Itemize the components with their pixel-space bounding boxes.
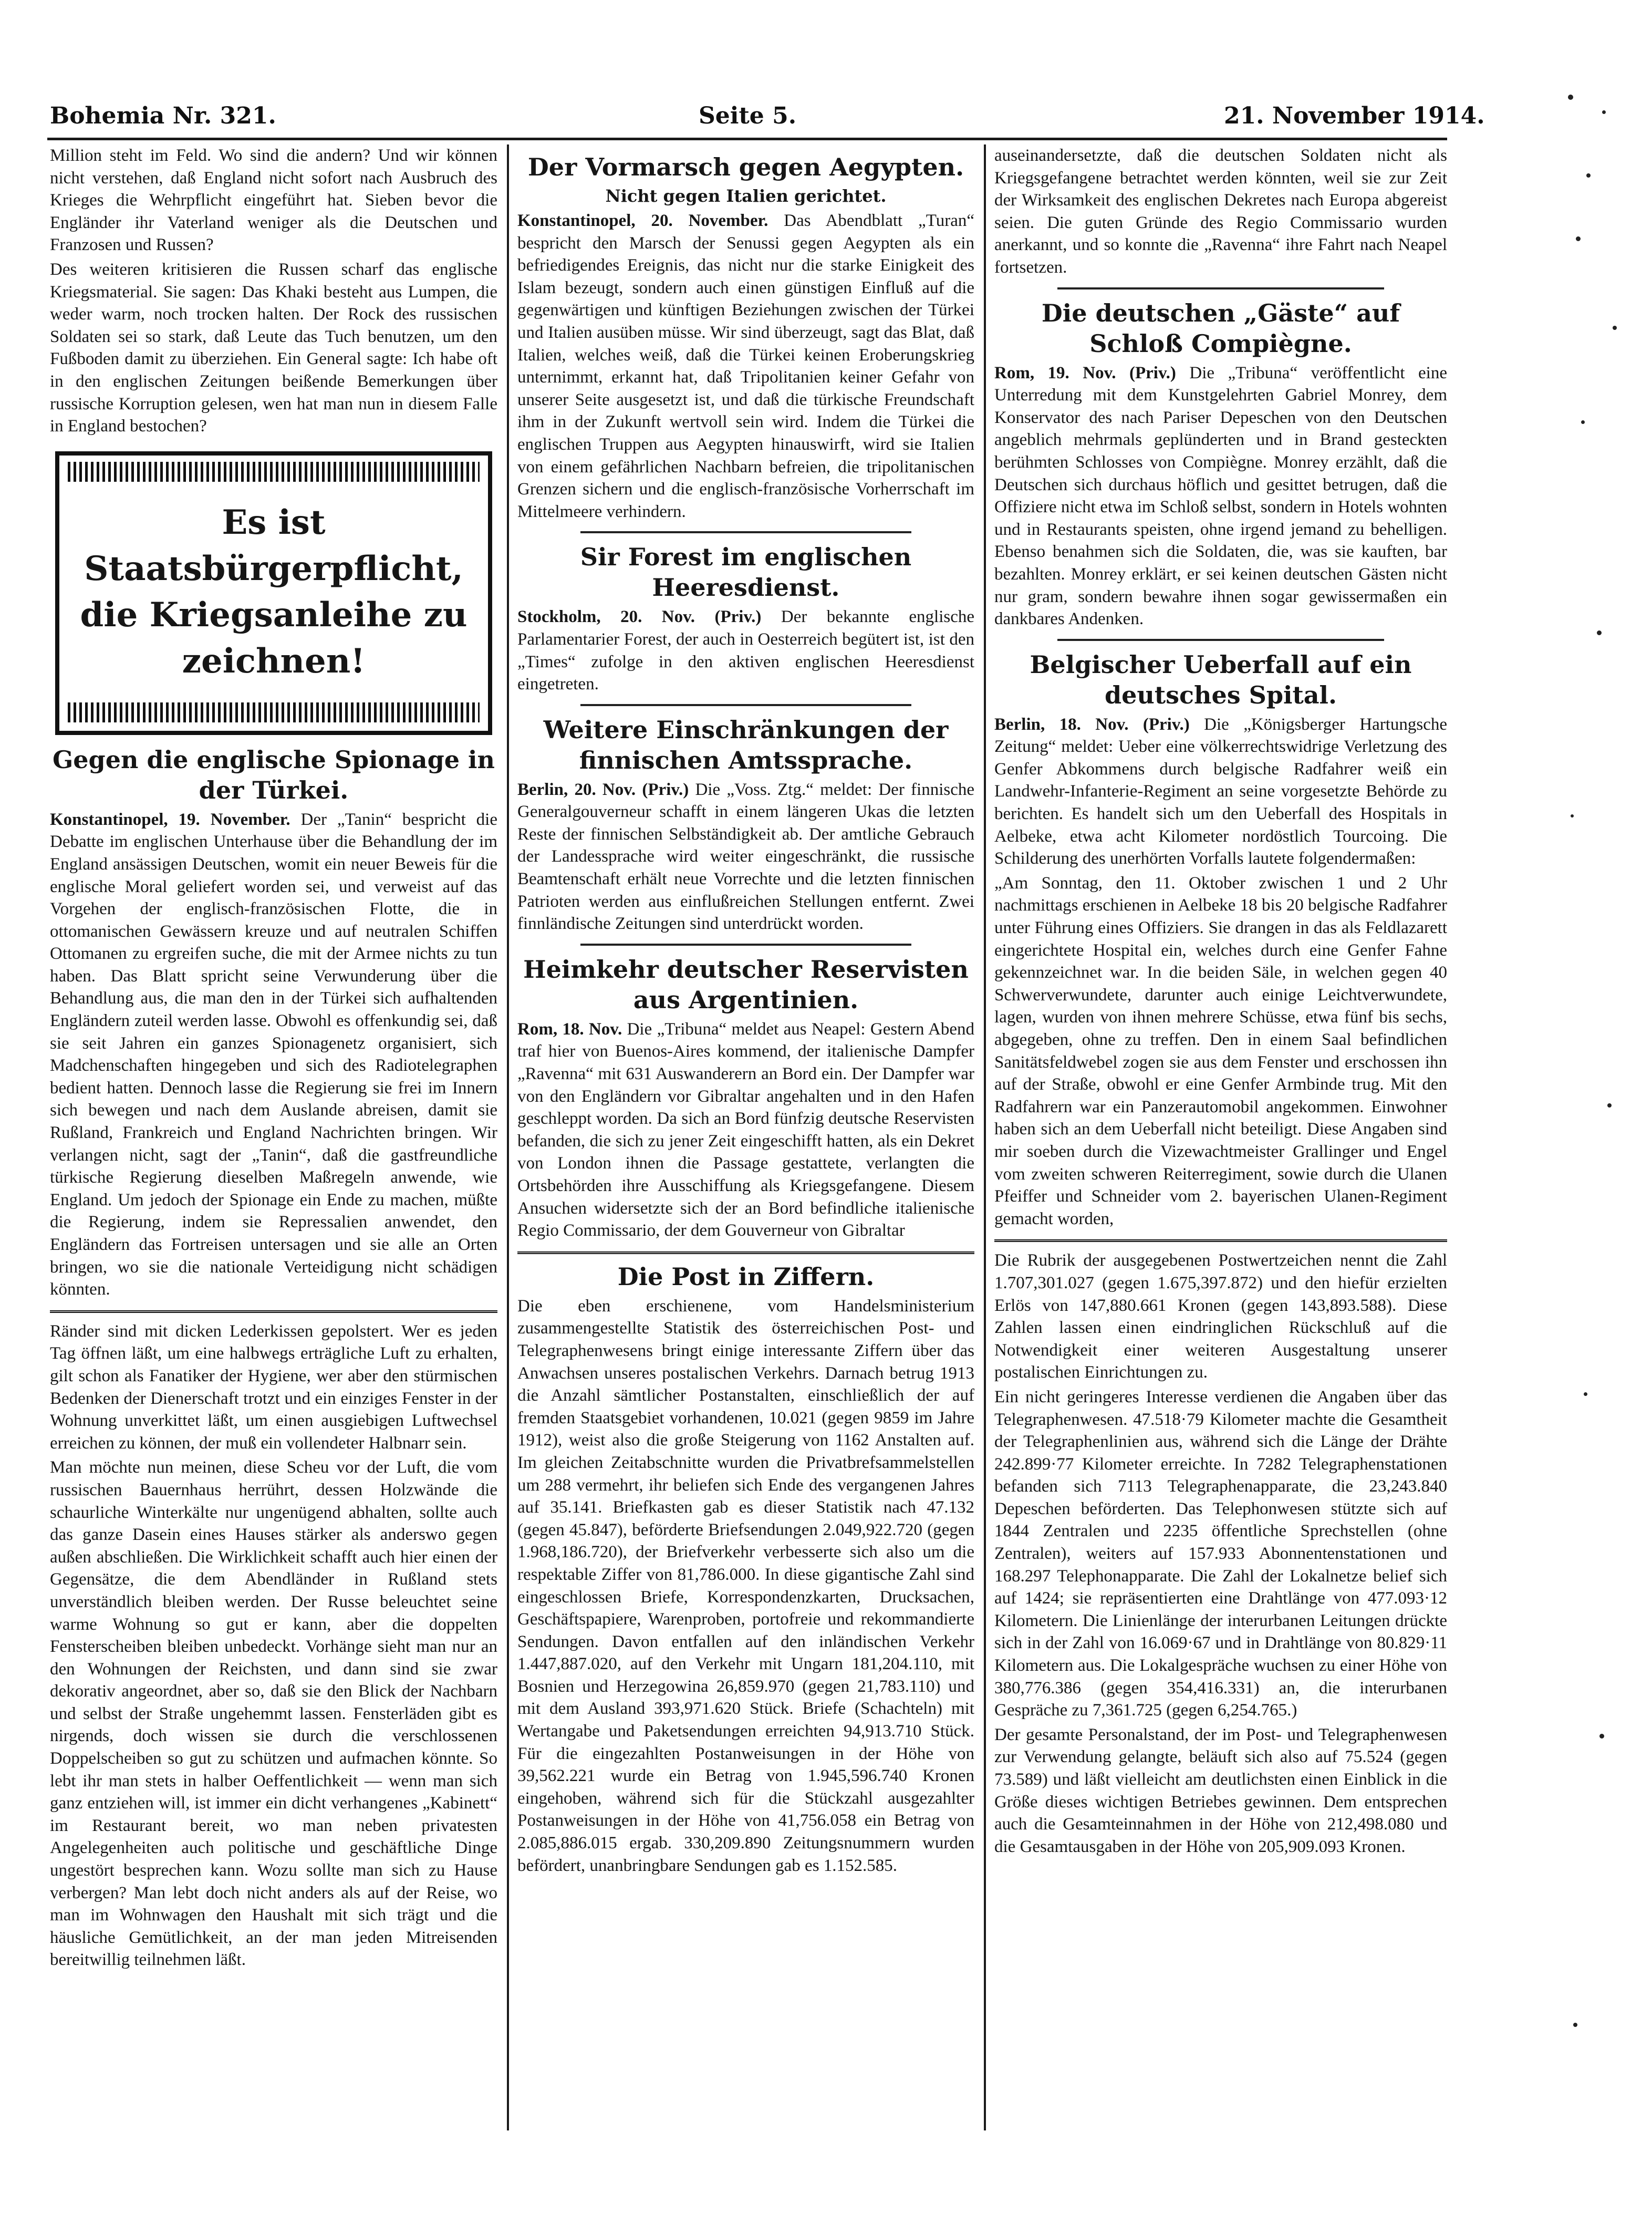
article-body: Die „Tribuna“ meldet aus Neapel: Gestern Abend traf hier von Buenos-Aires kommend, der italienische Dampfer „Ravenna“ mit 631 Auswanderern an Bord ein. Der Dampfer war von den Engländern vor Gibraltar angehalten und in den Hafen geschleppt worden. Da sich an Bord fünfzig deutsche Reservisten befanden, die sich zu jener Zeit eingeschifft hatten, als ein Dekret von London ihnen die Passage gestattete, verlangten die Ortsbehörden ihre Ausschiffung als Kriegsgefangene. Diesem Ansuchen widersetzte sich der an Bord befindliche italienische Regio Commissario, der dem Gouverneur von Gibraltar <box>517 1019 974 1240</box>
feuilleton-paragraph: Ränder sind mit dicken Lederkissen gepolstert. Wer es jeden Tag öffnen läßt, um eine halbwegs erträgliche Luft zu erhalten, gilt schon als Fanatiker der Hygiene, wer aber den stürmischen Bedenken der Dienerschaft trotzt und ein einziges Fenster in der Wohnung unverkittet läßt, um einen ausgiebigen Luftwechsel erreichen zu können, der muß ein vollendeter Halbnarr sein. <box>50 1321 497 1453</box>
headline-finnish: Weitere Einschränkungen der finnischen Amtssprache. <box>543 715 949 774</box>
column-2 <box>517 144 974 2141</box>
hatch-band-bottom <box>68 702 480 722</box>
dateline: Berlin, 20. Nov. (Priv.) <box>517 780 689 799</box>
article-heimkehr <box>517 1018 974 1242</box>
article-body: Das Abendblatt „Turan“ bespricht den Marsch der Senussi gegen Aegypten als ein befriedigendes Ereignis, das nicht nur die starke Einigkeit des Islam bezeugt, sondern auch einen günstigen Einfluß auf die gegenwärtigen und künftigen Beziehungen zwischen der Türkei und Italien ausüben müsse. Wir sind überzeugt, sagt das Blat, daß Italien, welches weiß, daß die Türkei keinen Eroberungskrieg unternimmt, erkannt hat, daß Tripolitanien keiner Gefahr von unserer Seite ausgesetzt ist, und daß die türkische Freundschaft ihm in der Zukunft wertvoll sein wird. Indem die Türkei die englischen Truppen aus Aegypten hinauswirft, wird sie Italien von einem gefährlichen Nachbarn befreien, die tripolitanischen Grenzen sichern und die englisch-französische Vorherrschaft im Mittelmeere verhindern. <box>517 211 974 521</box>
post-continuation: Ein nicht geringeres Interesse verdienen die Angaben über das Telegraphenwesen. 47.518·79 Kilometer machte die Gesamtheit der Telegraphenlinien aus, während sich die Länge der Drähte 242.899·77 Kilometer erreichte. In 7282 Telegraphenstationen befanden sich 7113 Telegraphenapparate, die 23,243.840 Depeschen beförderten. Das Telephonwesen stützte sich auf 1844 Zentralen und 2235 öffentliche Sprechstellen (ohne Zentralen), weiters auf 157.933 Abonnentenstationen und 168.297 Telephonapparate. Die Zahl der Lokalnetze belief sich auf 1424; sie repräsentierten eine Drahtlänge von 477.093·12 Kilometern. Die Linienlänge der interurbanen Leitungen drückte sich in der Zahl von 16.069·67 und in Drahtlänge von 80.829·11 Kilometern aus. Die Lokalgespräche wuchsen zu einer Höhe von 380,776.386 (gegen 354,416.331) an, die interurbanen Gespräche zu 7,361.725 (gegen 6,254.765.) <box>994 1387 1447 1720</box>
article-paragraph: Million steht im Feld. Wo sind die andern? Und wir können nicht verstehen, daß England nicht sofort nach Ausbruch des Krieges die Wehrpflicht eingeführt hat. Sieben bevor die Engländer ihr Vaterland weniger als die Deutschen und Franzosen und Russen? <box>50 146 497 255</box>
header-center: Seite 5. <box>699 102 797 129</box>
scan-speck <box>1571 814 1574 818</box>
headline-heimkehr: Heimkehr deutscher Reservisten aus Argentinien. <box>523 955 969 1014</box>
headline-belgischer-ueberfall: Belgischer Ueberfall auf ein deutsches Spital. <box>1030 650 1412 709</box>
section-rule <box>517 1251 974 1254</box>
section-rule <box>50 1310 497 1313</box>
header-left: Bohemia Nr. 321. <box>50 102 276 129</box>
article-body: Die „Voss. Ztg.“ meldet: Der finnische Generalgouverneur schafft in einem längeren Ukas die letzten Reste der finnischen Selbständigkeit ab. Der amtliche Gebrauch der Landessprache wird weiter eingeschränkt, die russische Beamtenschaft erhält neue Vorrechte und die letzten finnischen Patrioten werden aus einflußreichen Stellungen entfernt. Zwei finnländische Zeitungen sind unterdrückt worden. <box>517 780 974 934</box>
dateline: Berlin, 18. Nov. (Priv.) <box>994 715 1190 734</box>
scan-speck <box>1584 1392 1587 1396</box>
header-right: 21. November 1914. <box>1224 102 1485 129</box>
dateline: Konstantinopel, 20. November. <box>517 211 768 230</box>
feuilleton-paragraph: Man möchte nun meinen, diese Scheu vor der Luft, die vom russischen Bauernhaus herrührt, dessen Holzwände die schaurliche Winterkälte nur ungenügend abhalten, sollte auch das ganze Dasein eines Hauses stärker als anderswo gegen außen abschließen. Die Wirklichkeit schafft auch hier einen der Gegensätze, die dem Abendländer in Rußland stets unverständlich bleiben werden. Der Russe beleuchtet seine warme Wohnung so gut er kann, aber die doppelten Fensterscheiben bleiben unbedeckt. Vorhänge sieht man nur an den Wohnungen der Reichsten, und dann sind sie zwar dekorativ angeordnet, aber so, daß sie den Blick der Nachbarn und selbst der Straße ungehemmt lassen. Fensterläden gibt es nirgends, doch wissen sie durch die verschlossenen Doppelscheiben so gut zu schützen und aufmachen könnte. So lebt ihr man stets in halber Oeffentlichkeit — wenn man sich ganz entziehen will, ist immer ein dicht verhangenes „Kabinett“ im Restaurant bereit, wo man neben privatesten Angelegenheiten auch politische und geschäftliche Dinge ungestört besprechen kann. Wozu sollte man sich zu Hause verbergen? Man lebt doch nicht anders als auf der Reise, wo man im Wohnwagen den Haushalt mit sich trägt und die häusliche Gemütlichkeit, an der man jeden Mitreisenden bereitwillig teilnehmen läßt. <box>50 1458 497 1970</box>
war-bond-notice-box <box>55 451 492 735</box>
article-belgischer-ueberfall <box>994 713 1447 870</box>
scan-speck <box>1607 1103 1612 1108</box>
hatch-band-top <box>68 462 480 482</box>
article-paragraph: auseinandersetzte, daß die deutschen Soldaten nicht als Kriegsgefangene betrachtet werden könnten, weil sie zur Zeit der Wirksamkeit des englischen Dekretes nach Europa abgereist seien. Die guten Gründe des Regio Commissario wurden anerkannt, und so konnte die „Ravenna“ ihre Fahrt nach Neapel fortsetzen. <box>994 146 1447 277</box>
article-rule <box>1057 639 1384 641</box>
headline-aegypten: Der Vormarsch gegen Aegypten. <box>527 153 964 181</box>
column-1 <box>50 144 497 2141</box>
article-paragraph: Des weiteren kritisieren die Russen scharf das englische Kriegsmaterial. Sie sagen: Das Khaki besteht aus Lumpen, die weder warm, noch trocken halten. Der Rock des russischen Soldaten sei so stark, daß Leute das Tuch benutzen, um den Fußboden damit zu überziehen. Ein General sagte: Ich habe oft in den englischen Zeitungen beißende Bemerkungen über russische Korruption gelesen, wen hat man nun in diesem Falle in England bestochen? <box>50 260 497 436</box>
header-rule <box>47 138 1447 140</box>
article-gaeste <box>994 362 1447 630</box>
article-body: Die „Königsberger Hartungsche Zeitung“ meldet: Ueber eine völkerrechtswidrige Verletzung des Genfer Abkommens durch belgische Radfahrer weiß ein Landwehr-Infanterie-Regiment an seine vorgesetzte Behörde zu berichten. Es handelt sich um den Ueberfall des Hospitals in Aelbeke, etwa acht Kilometer nordöstlich Tourcoing. Die Schilderung des unerhörten Vorfalls lautete folgendermaßen: <box>994 715 1447 868</box>
article-body: Der bekannte englische Parlamentarier Forest, der auch in Oesterreich begütert ist, ist den „Times“ zufolge in den aktiven englischen Heeresdienst eingetreten. <box>517 607 974 694</box>
section-rule <box>994 1239 1447 1242</box>
scan-speck <box>1581 420 1585 424</box>
post-continuation: Der gesamte Personalstand, der im Post- und Telegraphenwesen zur Verwendung gelangte, beläuft sich also auf 75.524 (gegen 73.589) und läßt vielleicht am deutlichsten einen Einblick in die Größe dieses wichtigen Betriebes gewinnen. Dem entsprechen auch die Gesamteinnahmen in der Höhe von 212,498.080 und die Gesamtausgaben in der Höhe von 205,909.093 Kronen. <box>994 1725 1447 1856</box>
article-rule <box>580 704 911 706</box>
scan-speck <box>1613 326 1617 330</box>
dateline: Rom, 19. Nov. (Priv.) <box>994 363 1176 382</box>
subheadline-aegypten: Nicht gegen Italien gerichtet. <box>605 186 887 206</box>
scan-speck <box>1573 2023 1577 2027</box>
article-post: Die eben erschienene, vom Handelsministerium zusammengestellte Statistik des österreichischen Post- und Telegraphenwesens bringt einige interessante Ziffern über das Anwachsen unseres postalischen Verkehrs. Darnach betrug 1913 die Anzahl sämtlicher Postanstalten, einschließlich der auf fremden Staatsgebiet vorhandenen, 10.021 (gegen 9859 im Jahre 1912), weist also die große Steigerung von 1162 Anstalten auf. Im gleichen Zeitabschnitte wurden die Privatbrefsammelstellen um 288 vermehrt, ihr beliefen sich Ende des vergangenen Jahres auf 35.141. Briefkasten gab es dieser Statistik nach 47.132 (gegen 45.847), beförderte Briefsendungen 2.049,922.720 (gegen 1.968,186.720), der Briefverkehr verbesserte sich also um die respektable Ziffer von 81,786.000. In diese gigantische Zahl sind eingeschlossen Briefe, Korrespondenzkarten, Drucksachen, Geschäftspapiere, Warenproben, portofreie und rekommandierte Sendungen. Davon entfallen auf den inländischen Verkehr 1.447,887.020, auf den Verkehr mit Ungarn 181,204.110, mit Bosnien und Herzegowina 26,859.970 (gegen 21,783.110) und mit dem Ausland 393,971.620 Stück. Briefe (Schachteln) mit Wertangabe und Paketsendungen erreichten 94,913.710 Stück. Für die eingezahlten Postanweisungen in der Höhe von 39,562.221 wurde ein Betrag von 1.945,596.740 Kronen eingehoben, während sich für die Stückzahl ausgezahlter Postanweisungen in der Höhe von 41,756.058 ein Betrag von 2.085,886.015 ergab. 330,209.890 Zeitungsnummern wurden befördert, unanbringbare Sendungen gab es 1.152.585. <box>517 1296 974 1875</box>
article-body: Die „Tribuna“ veröffentlicht eine Unterredung mit dem Kunstgelehrten Gabriel Monrey, dem Konservator des nach Pariser Depeschen von den Deutschen angeblich mehrmals geplünderten und in Brand gesteckten berühmten Schlosses von Compiègne. Monrey erzählt, daß die Deutschen sich durchaus höflich und gesittet betrugen, daß die Offiziere nicht etwa im Schloß selbst, sondern in Hotels wohnten und in Restaurants speisten, ohne irgend jemand zu behelligen. Ebenso benahmen sich die Soldaten, die, was sie kauften, bar bezahlten. Monrey erklärt, er sei keinen deutschen Gästen nicht nur gram, sondern bewahre ihnen sogar gewissermaßen ein dankbares Andenken. <box>994 363 1447 629</box>
headline-post: Die Post in Ziffern. <box>617 1262 875 1291</box>
column-separator-1 <box>507 144 509 2130</box>
article-body: Der „Tanin“ bespricht die Debatte im englischen Unterhause über die Behandlung der im England ansässigen Deutschen, womit ein neuer Beweis für die englische Moral geliefert worden sei, und verweist auf das Vorgehen der englisch-französischen Flotte, die in ottomanischen Gewässern kreuze und auf neutralen Schiffen Ottomanen zu ergreifen suche, die mit der Armee nichts zu tun haben. Das Blatt spricht seine Verwunderung über die Behandlung aus, die man den in der Türkei sich aufhaltenden Engländern zuteil werden lasse. Obwohl es offenkundig sei, daß sie seit Jahren ein ganzes Spionagenetz organisiert, sich Madchenschaften hingegeben und sich des Radiotelegraphen bedient hatten. Dennoch lasse die Regierung sie frei im Innern sich bewegen und nach dem Auslande abreisen, damit sie Rußland, Frankreich und England Nachrichten bringen. Wir verlangen nicht, sagt der „Tanin“, daß die gastfreundliche türkische Regierung dieselben Maßregeln anwende, wie England. Um jedoch der Spionage ein Ende zu machen, müßte die Regierung, indem sie Repressalien anwendet, den Engländern das Fortreisen untersagen und sie alle an Orten bringen, wo sie die nationale Verteidigung nicht schädigen könnten. <box>50 810 497 1299</box>
article-finnish <box>517 779 974 935</box>
article-forest <box>517 606 974 695</box>
war-bond-notice-text: Es ist Staatsbürgerpflicht, die Kriegsanleihe zu zeichnen! <box>80 502 467 681</box>
dateline: Stockholm, 20. Nov. (Priv.) <box>517 607 762 627</box>
article-rule <box>580 531 911 533</box>
article-aegypten <box>517 210 974 523</box>
column-3 <box>994 144 1447 2141</box>
scan-speck <box>1602 110 1606 114</box>
article-spionage <box>50 809 497 1301</box>
post-continuation: Die Rubrik der ausgegebenen Postwertzeichen nennt die Zahl 1.707,301.027 (gegen 1.675,397.872) und den hiefür erzielten Erlös von 147,880.661 Kronen (gegen 143,893.588). Diese Zahlen lassen einen eindringlichen Rückschluß auf die Notwendigkeit einer weiteren Ausgestaltung unserer postalischen Einrichtungen zu. <box>994 1251 1447 1382</box>
column-separator-2 <box>984 144 986 2130</box>
article-quote: „Am Sonntag, den 11. Oktober zwischen 1 und 2 Uhr nachmittags erschienen in Aelbeke 18 bis 20 belgische Radfahrer unter Führung eines Offiziers. Sie drangen in das als Feldlazarett eingerichtete Hospital ein, welches durch eine Genfer Fahne gekennzeichnet war. In die beiden Säle, in welchen gegen 40 Schwerverwundete, darunter auch einige Leichtverwundete, lagen, wurden von ihnen mehrere Schüsse, etwa fünf bis sechs, abgegeben, ohne zu treffen. Den in einem Saal befindlichen Sanitätsfeldwebel zogen sie aus dem Fenster und erschossen ihn auf der Straße, obwohl er eine Genfer Armbinde trug. Mit den Radfahrern war ein Panzerautomobil angekommen. Einwohner haben sich an dem Ueberfall nicht beteiligt. Diese Angaben sind mir soeben durch die Vizewachtmeister Grallinger und Engel vom zweiten schweren Reiterregiment, sowie durch die Ulanen Pfeiffer und Schneider vom 2. bayerischen Ulanen-Regiment gemacht worden, <box>994 873 1447 1228</box>
article-rule <box>580 944 911 946</box>
scan-speck <box>1597 630 1602 635</box>
headline-forest: Sir Forest im englischen Heeresdienst. <box>580 543 912 602</box>
scan-speck <box>1599 1734 1604 1739</box>
dateline: Konstantinopel, 19. November. <box>50 810 290 829</box>
scan-speck <box>1568 95 1573 100</box>
scan-speck <box>1586 173 1591 178</box>
scan-speck <box>1576 236 1581 241</box>
headline-gaeste: Die deutschen „Gäste“ auf Schloß Compiègne. <box>1041 298 1400 358</box>
headline-spionage: Gegen die englische Spionage in der Türkei. <box>53 745 495 804</box>
dateline: Rom, 18. Nov. <box>517 1019 622 1039</box>
article-rule <box>1057 287 1384 289</box>
